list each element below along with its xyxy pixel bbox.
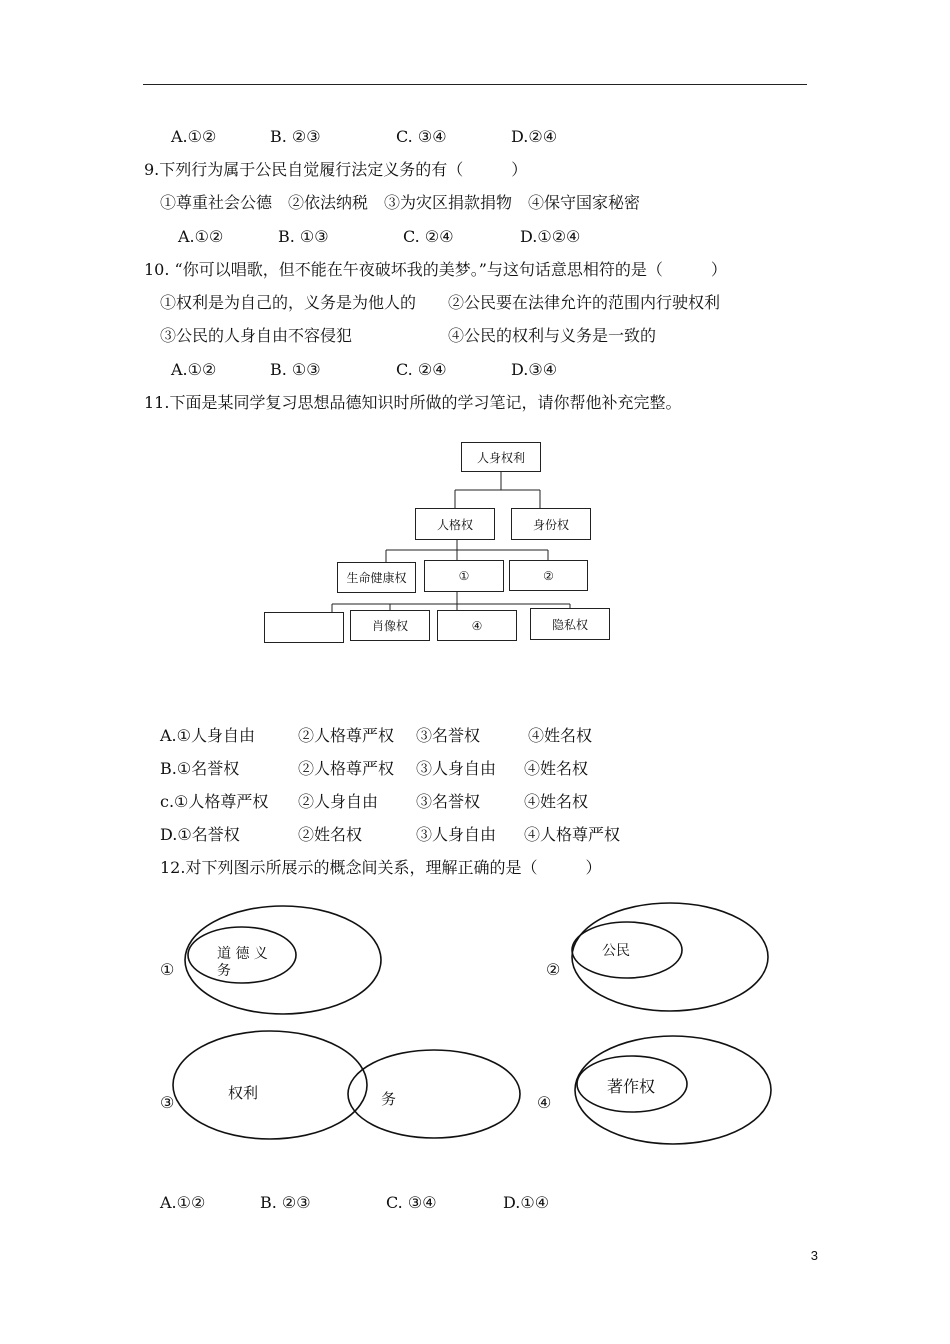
fig1-outer-ellipse bbox=[185, 906, 381, 1014]
q12-option-d[interactable]: D.①④ bbox=[503, 1193, 550, 1212]
q11-option-b-3: ③人身自由 bbox=[416, 759, 497, 778]
q11-option-d-3: ③人身自由 bbox=[416, 825, 497, 844]
q12-option-c[interactable]: C. ③④ bbox=[386, 1193, 437, 1212]
q10-item-4: ④公民的权利与义务是一致的 bbox=[448, 326, 657, 345]
fig3-left-ellipse bbox=[173, 1031, 367, 1139]
q8-option-c[interactable]: C. ③④ bbox=[396, 127, 447, 146]
tree-node-life-health: 生命健康权 bbox=[337, 562, 416, 593]
q12-option-a[interactable]: A.①② bbox=[160, 1193, 206, 1212]
q10-item-1: ①权利是为自己的，义务是为他人的 bbox=[160, 293, 417, 312]
tree-node-blank-4: ④ bbox=[437, 610, 517, 641]
q10-item-3: ③公民的人身自由不容侵犯 bbox=[160, 326, 353, 345]
q11-option-d-2: ②姓名权 bbox=[298, 825, 363, 844]
q11-option-c-4: ④姓名权 bbox=[524, 792, 589, 811]
q11-option-a-4: ④姓名权 bbox=[528, 726, 593, 745]
q9-option-c[interactable]: C. ②④ bbox=[403, 227, 454, 246]
q10-option-b[interactable]: B. ①③ bbox=[270, 360, 321, 379]
fig4-number: ④ bbox=[537, 1093, 552, 1112]
q12-option-b[interactable]: B. ②③ bbox=[260, 1193, 311, 1212]
fig3-right-ellipse bbox=[348, 1050, 520, 1138]
q9-option-d[interactable]: D.①②④ bbox=[520, 227, 581, 246]
fig1-number: ① bbox=[160, 960, 175, 979]
q11-option-b-4: ④姓名权 bbox=[524, 759, 589, 778]
q11-option-a-3: ③名誉权 bbox=[416, 726, 481, 745]
q9-option-b[interactable]: B. ①③ bbox=[278, 227, 329, 246]
q11-option-c-1[interactable]: c.①人格尊严权 bbox=[160, 792, 269, 811]
q9-stem: 9.下列行为属于公民自觉履行法定义务的有（ ） bbox=[144, 160, 528, 179]
fig1-label: 道 德 义 bbox=[217, 946, 268, 962]
tree-node-root: 人身权利 bbox=[461, 442, 541, 472]
fig3-left-label: 权利 bbox=[228, 1084, 259, 1102]
q10-item-2: ②公民要在法律允许的范围内行驶权利 bbox=[448, 293, 721, 312]
q11-option-b-1[interactable]: B.①名誉权 bbox=[160, 759, 240, 778]
q12-stem: 12.对下列图示所展示的概念间关系，理解正确的是（ ） bbox=[160, 858, 602, 877]
tree-node-portrait: 肖像权 bbox=[350, 610, 430, 641]
q9-option-a[interactable]: A.①② bbox=[178, 227, 224, 246]
fig4-outer-ellipse bbox=[575, 1036, 771, 1144]
q11-option-d-1[interactable]: D.①名誉权 bbox=[160, 825, 240, 844]
q11-option-d-4: ④人格尊严权 bbox=[524, 825, 621, 844]
tree-node-identity-right: 身份权 bbox=[511, 508, 591, 540]
q8-option-b[interactable]: B. ②③ bbox=[270, 127, 321, 146]
tree-node-personality-right: 人格权 bbox=[415, 508, 495, 540]
q10-option-c[interactable]: C. ②④ bbox=[396, 360, 447, 379]
fig2-number: ② bbox=[546, 960, 561, 979]
fig4-label: 著作权 bbox=[607, 1077, 656, 1096]
fig1-label-2: 务 bbox=[217, 963, 231, 979]
q10-option-a[interactable]: A.①② bbox=[171, 360, 217, 379]
q9-items: ①尊重社会公德 ②依法纳税 ③为灾区捐款捐物 ④保守国家秘密 bbox=[160, 193, 641, 212]
page-number: 3 bbox=[810, 1248, 818, 1263]
q8-option-d[interactable]: D.②④ bbox=[511, 127, 558, 146]
q11-option-c-3: ③名誉权 bbox=[416, 792, 481, 811]
tree-node-privacy: 隐私权 bbox=[530, 608, 610, 640]
tree-node-blank-1: ① bbox=[424, 560, 504, 592]
q10-option-d[interactable]: D.③④ bbox=[511, 360, 558, 379]
q11-option-a-2: ②人格尊严权 bbox=[298, 726, 395, 745]
q11-stem: 11.下面是某同学复习思想品德知识时所做的学习笔记，请你帮他补充完整。 bbox=[144, 393, 682, 412]
fig3-right-label: 务 bbox=[381, 1090, 397, 1108]
q11-option-b-2: ②人格尊严权 bbox=[298, 759, 395, 778]
q11-option-c-2: ②人身自由 bbox=[298, 792, 379, 811]
fig2-label: 公民 bbox=[602, 943, 630, 959]
q10-stem: 10. “你可以唱歌，但不能在午夜破坏我的美梦。”与这句话意思相符的是（ ） bbox=[144, 260, 727, 279]
tree-node-blank-2: ② bbox=[509, 560, 588, 591]
q11-option-a-1[interactable]: A.①人身自由 bbox=[160, 726, 255, 745]
q8-option-a[interactable]: A.①② bbox=[171, 127, 217, 146]
fig3-number: ③ bbox=[160, 1093, 175, 1112]
